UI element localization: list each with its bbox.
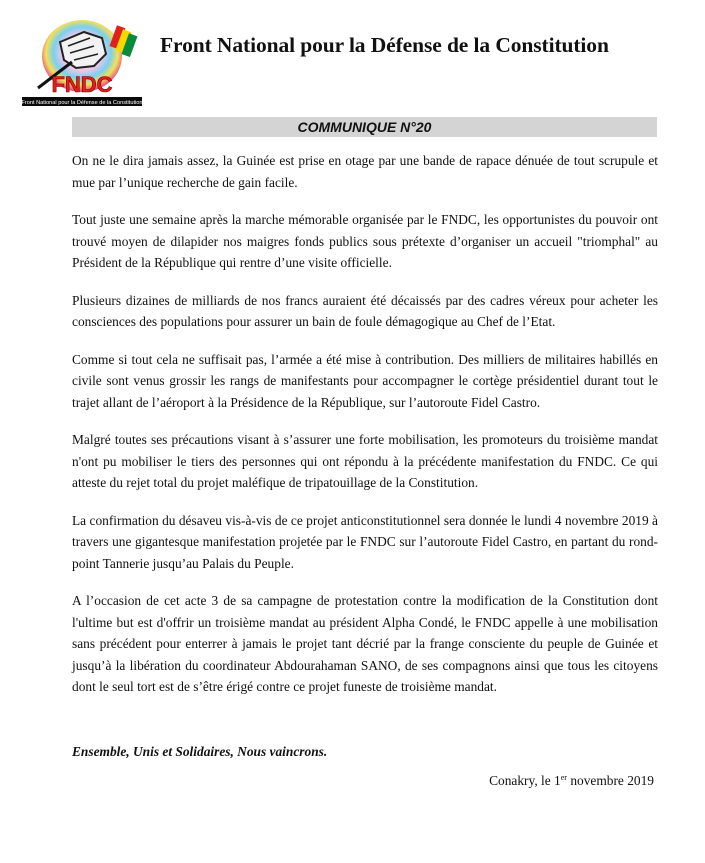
logo-caption: Front National pour la Défense de la Constitution bbox=[21, 100, 143, 106]
paragraph: On ne le dira jamais assez, la Guinée est prise en otage par une bande de rapace dénuée de tout scrupule et mue par l’unique recherche de gain facile. bbox=[72, 153, 658, 190]
date-rest: novembre 2019 bbox=[566, 773, 654, 788]
fndc-logo bbox=[20, 16, 144, 110]
closing-slogan: Ensemble, Unis et Solidaires, Nous vaincrons. bbox=[72, 744, 328, 759]
communique-banner bbox=[72, 117, 657, 137]
paragraph: La confirmation du désaveu vis-à-vis de ce projet anticonstitutionnel sera donnée le lundi 4 novembre 2019 à travers une gigantesque manifestation projetée par le FNDC sur l’autoroute Fidel Castro, en partant du rond-point Tannerie jusqu’au Palais du Peuple. bbox=[72, 512, 658, 571]
organization-title: Front National pour la Défense de la Constitution bbox=[160, 33, 609, 57]
paragraph: A l’occasion de cet acte 3 de sa campagne de protestation contre la modification de la Constitution dont l'ultime but est d'offrir un troisième mandat au président Alpha Condé, le FNDC appelle à une mobilisation sans précédent pour enterrer à jamais le projet tant décrié par la frange consciente du peuple de Guinée et jusqu’à la libération du coordinateur Abdourahaman SANO, de ses compagnons ainsi que tous les citoyens dont le seul tort est de s’être érigé contre ce projet funeste de troisième mandat. bbox=[72, 593, 658, 694]
raised-fist-icon bbox=[20, 16, 144, 110]
date-prefix: Conakry, le 1 bbox=[489, 773, 561, 788]
place-and-date bbox=[489, 773, 654, 789]
paragraph: Malgré toutes ses précautions visant à s’assurer une forte mobilisation, les promoteurs du troisième mandat n'ont pu mobiliser le tiers des personnes qui ont répondu à la précédente manifestation du FNDC. Ce qui atteste du rejet total du projet maléfique de tripatouillage de la Constitution. bbox=[72, 432, 658, 490]
ordinal-suffix: er bbox=[560, 773, 567, 782]
communique-body bbox=[72, 150, 658, 714]
logo-acronym: FNDC bbox=[51, 72, 113, 97]
paragraph: Tout juste une semaine après la marche mémorable organisée par le FNDC, les opportunistes du pouvoir ont trouvé moyen de dilapider nos maigres fonds publics sous prétexte d’organiser un accueil "triomphal" au Président de la République qui rentre d’une visite officielle. bbox=[72, 212, 658, 270]
paragraph: Comme si tout cela ne suffisait pas, l’armée a été mise à contribution. Des milliers de militaires habillés en civile sont venus grossir les rangs de manifestants pour accompagner le cortège présidentiel durant tout le trajet allant de l’aéroport à la Présidence de la République, sur l’autoroute Fidel Castro. bbox=[72, 351, 658, 410]
paragraph: Plusieurs dizaines de milliards de nos francs auraient été décaissés par des cadres véreux pour acheter les consciences des populations pour assurer un bain de foule démagogique au Chef de l’Etat. bbox=[72, 292, 658, 329]
communique-heading: COMMUNIQUE N°20 bbox=[297, 119, 432, 135]
